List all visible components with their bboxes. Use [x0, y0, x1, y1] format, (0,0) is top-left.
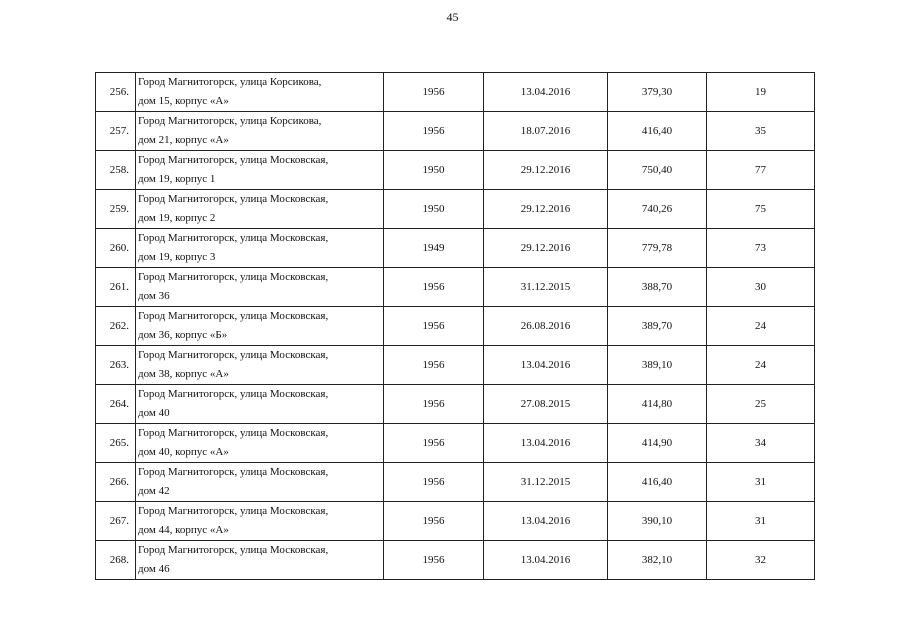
year-cell: 1956 [384, 307, 484, 346]
address-line-1: Город Магнитогорск, улица Московская, [138, 271, 329, 283]
row-number: 268. [96, 541, 136, 580]
area-cell: 390,10 [608, 502, 707, 541]
address-line-2: дом 40 [138, 407, 170, 419]
table-row [96, 307, 815, 346]
address-cell [136, 73, 384, 112]
area-cell: 740,26 [608, 190, 707, 229]
year-cell: 1956 [384, 541, 484, 580]
row-number: 260. [96, 229, 136, 268]
area-cell: 416,40 [608, 463, 707, 502]
count-cell: 24 [707, 346, 815, 385]
date-cell: 13.04.2016 [484, 424, 608, 463]
table-row [96, 502, 815, 541]
count-cell: 31 [707, 463, 815, 502]
address-cell [136, 502, 384, 541]
address-line-2: дом 40, корпус «А» [138, 446, 229, 458]
row-number: 267. [96, 502, 136, 541]
address-line-1: Город Магнитогорск, улица Московская, [138, 193, 329, 205]
address-cell [136, 385, 384, 424]
page-number: 45 [446, 10, 459, 24]
table-row [96, 346, 815, 385]
count-cell: 31 [707, 502, 815, 541]
date-cell: 31.12.2015 [484, 268, 608, 307]
date-cell: 13.04.2016 [484, 346, 608, 385]
count-cell: 34 [707, 424, 815, 463]
date-cell: 29.12.2016 [484, 229, 608, 268]
table-row [96, 112, 815, 151]
address-line-2: дом 42 [138, 485, 170, 497]
date-cell: 26.08.2016 [484, 307, 608, 346]
row-number: 264. [96, 385, 136, 424]
row-number: 263. [96, 346, 136, 385]
address-line-1: Город Магнитогорск, улица Московская, [138, 388, 329, 400]
area-cell: 414,80 [608, 385, 707, 424]
area-cell: 389,70 [608, 307, 707, 346]
table-row [96, 151, 815, 190]
row-number: 261. [96, 268, 136, 307]
row-number: 257. [96, 112, 136, 151]
table-row [96, 541, 815, 580]
address-line-2: дом 19, корпус 2 [138, 212, 216, 224]
address-cell [136, 190, 384, 229]
year-cell: 1950 [384, 151, 484, 190]
table-row [96, 424, 815, 463]
count-cell: 25 [707, 385, 815, 424]
address-line-1: Город Магнитогорск, улица Корсикова, [138, 115, 322, 127]
address-cell [136, 112, 384, 151]
year-cell: 1956 [384, 463, 484, 502]
area-cell: 388,70 [608, 268, 707, 307]
area-cell: 779,78 [608, 229, 707, 268]
row-number: 265. [96, 424, 136, 463]
address-line-2: дом 44, корпус «А» [138, 524, 229, 536]
address-cell [136, 229, 384, 268]
address-line-1: Город Магнитогорск, улица Московская, [138, 310, 329, 322]
table-row [96, 73, 815, 112]
address-cell [136, 307, 384, 346]
address-line-1: Город Магнитогорск, улица Московская, [138, 154, 329, 166]
address-line-2: дом 19, корпус 1 [138, 173, 216, 185]
count-cell: 77 [707, 151, 815, 190]
year-cell: 1956 [384, 112, 484, 151]
date-cell: 13.04.2016 [484, 502, 608, 541]
area-cell: 414,90 [608, 424, 707, 463]
area-cell: 750,40 [608, 151, 707, 190]
date-cell: 13.04.2016 [484, 73, 608, 112]
count-cell: 24 [707, 307, 815, 346]
count-cell: 19 [707, 73, 815, 112]
count-cell: 73 [707, 229, 815, 268]
year-cell: 1956 [384, 73, 484, 112]
year-cell: 1956 [384, 502, 484, 541]
count-cell: 35 [707, 112, 815, 151]
area-cell: 382,10 [608, 541, 707, 580]
row-number: 259. [96, 190, 136, 229]
address-line-1: Город Магнитогорск, улица Московская, [138, 232, 329, 244]
address-cell [136, 268, 384, 307]
address-cell [136, 541, 384, 580]
date-cell: 13.04.2016 [484, 541, 608, 580]
area-cell: 389,10 [608, 346, 707, 385]
date-cell: 31.12.2015 [484, 463, 608, 502]
row-number: 262. [96, 307, 136, 346]
address-line-2: дом 46 [138, 563, 170, 575]
address-line-2: дом 36 [138, 290, 170, 302]
year-cell: 1956 [384, 424, 484, 463]
table-row [96, 268, 815, 307]
address-cell [136, 424, 384, 463]
date-cell: 18.07.2016 [484, 112, 608, 151]
address-line-1: Город Магнитогорск, улица Московская, [138, 349, 329, 361]
housing-registry-table [95, 72, 815, 580]
year-cell: 1956 [384, 346, 484, 385]
address-line-2: дом 19, корпус 3 [138, 251, 216, 263]
date-cell: 27.08.2015 [484, 385, 608, 424]
address-line-1: Город Магнитогорск, улица Московская, [138, 466, 329, 478]
row-number: 258. [96, 151, 136, 190]
row-number: 256. [96, 73, 136, 112]
table-row [96, 190, 815, 229]
count-cell: 30 [707, 268, 815, 307]
address-line-1: Город Магнитогорск, улица Московская, [138, 544, 329, 556]
address-cell [136, 346, 384, 385]
area-cell: 416,40 [608, 112, 707, 151]
address-line-1: Город Магнитогорск, улица Московская, [138, 505, 329, 517]
address-line-1: Город Магнитогорск, улица Московская, [138, 427, 329, 439]
table-row [96, 385, 815, 424]
table-row [96, 229, 815, 268]
year-cell: 1949 [384, 229, 484, 268]
year-cell: 1956 [384, 385, 484, 424]
row-number: 266. [96, 463, 136, 502]
address-line-2: дом 38, корпус «А» [138, 368, 229, 380]
count-cell: 75 [707, 190, 815, 229]
date-cell: 29.12.2016 [484, 190, 608, 229]
table-row [96, 463, 815, 502]
count-cell: 32 [707, 541, 815, 580]
area-cell: 379,30 [608, 73, 707, 112]
address-cell [136, 151, 384, 190]
year-cell: 1950 [384, 190, 484, 229]
address-line-1: Город Магнитогорск, улица Корсикова, [138, 76, 322, 88]
date-cell: 29.12.2016 [484, 151, 608, 190]
year-cell: 1956 [384, 268, 484, 307]
address-line-2: дом 15, корпус «А» [138, 95, 229, 107]
address-line-2: дом 21, корпус «А» [138, 134, 229, 146]
address-line-2: дом 36, корпус «Б» [138, 329, 228, 341]
address-cell [136, 463, 384, 502]
